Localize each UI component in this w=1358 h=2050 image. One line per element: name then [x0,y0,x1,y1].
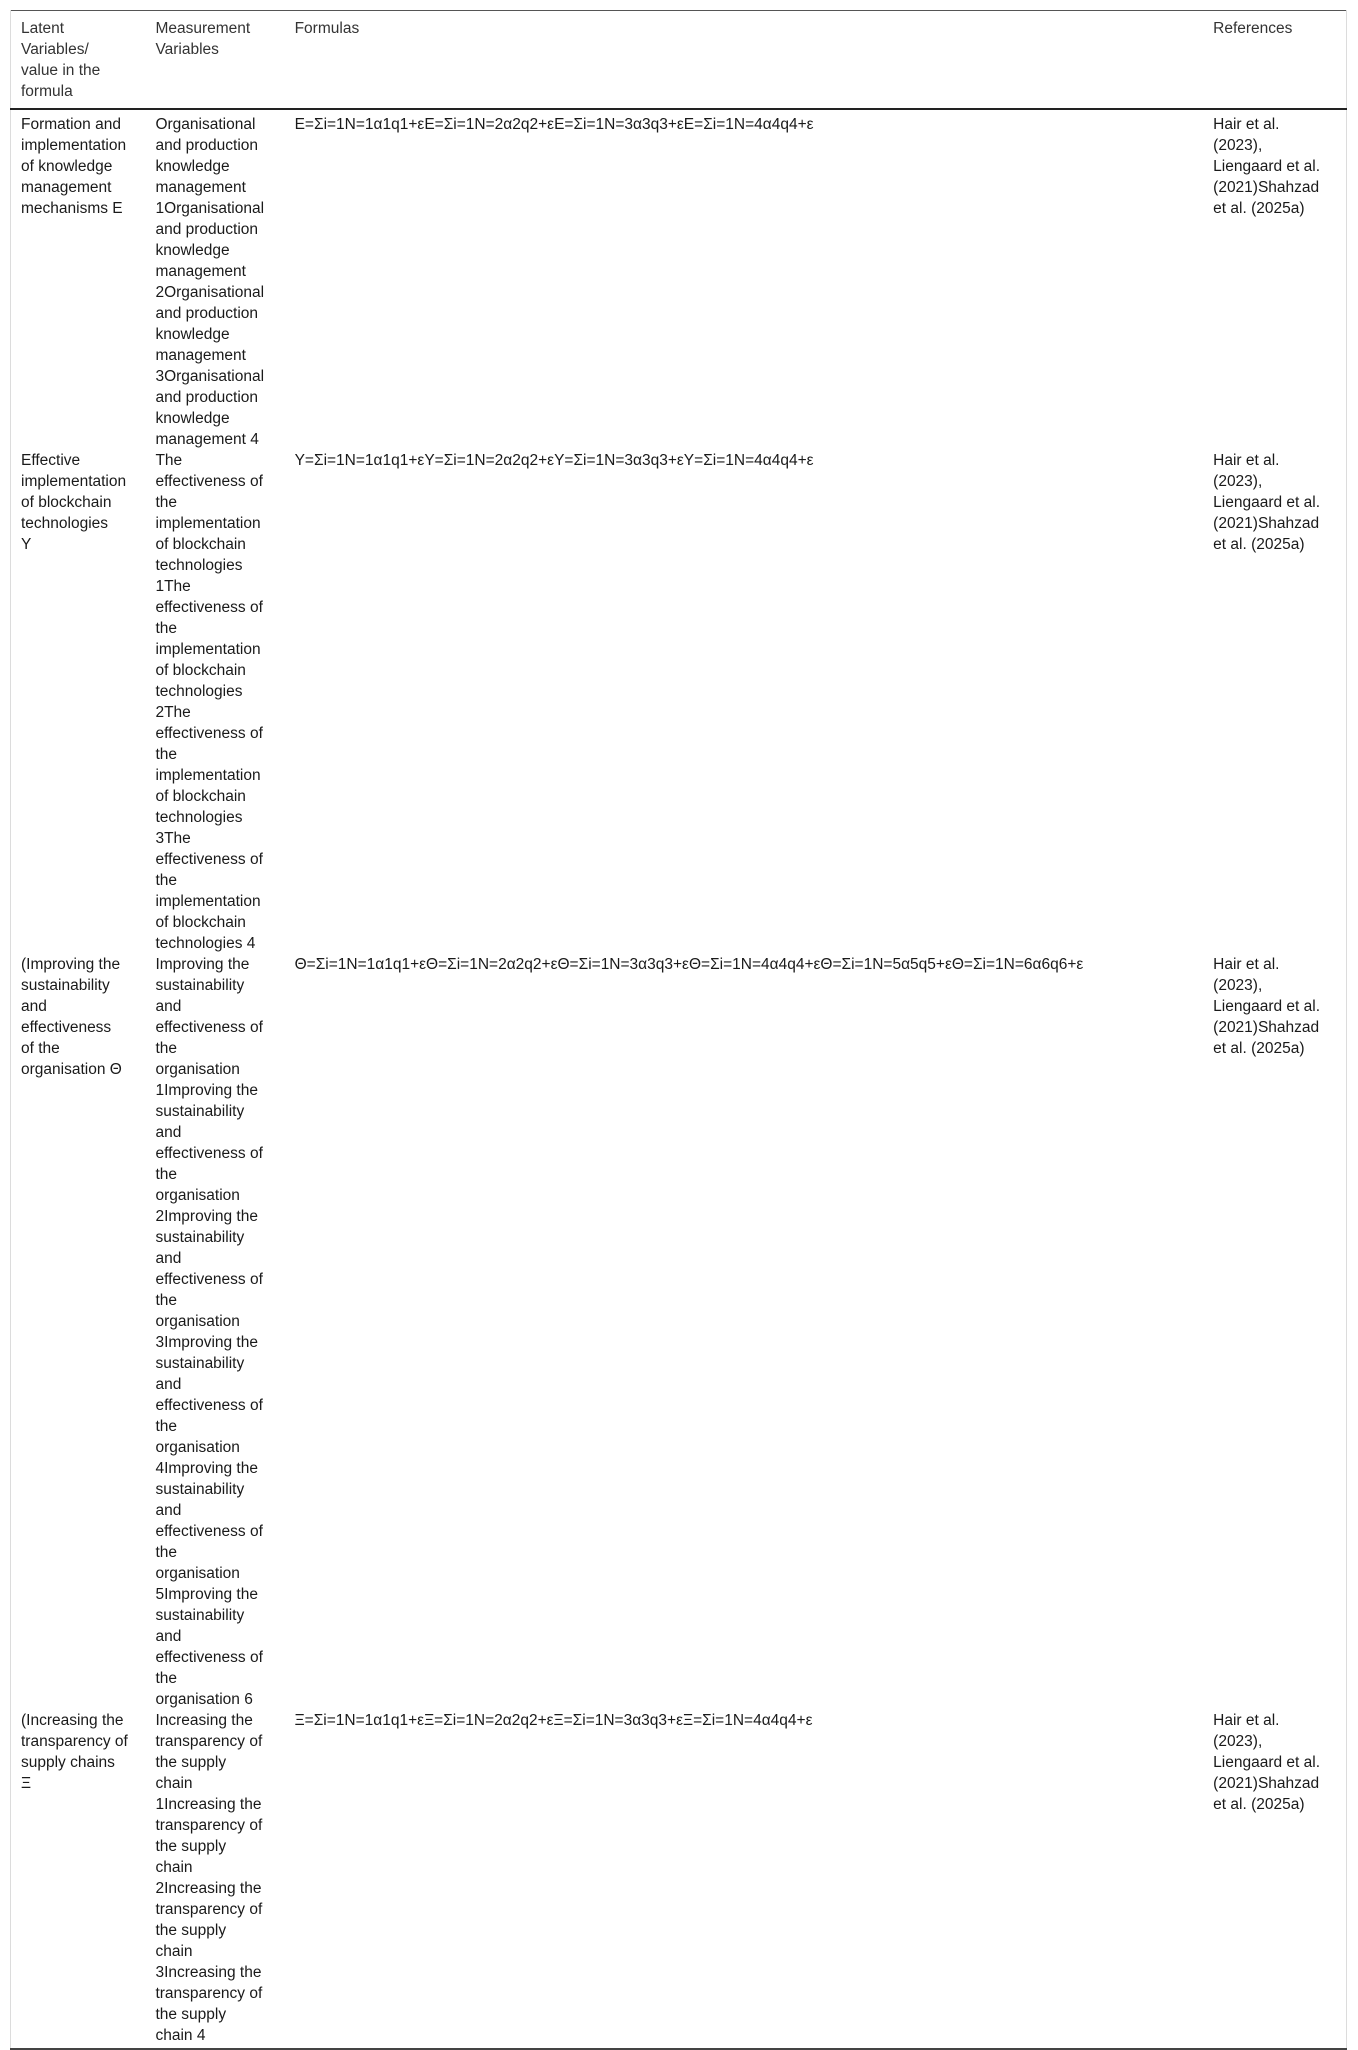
measurement-variable-cell: Increasing the transparency of the supply chain 1Increasing the transparency of the supply chain 2Increasing the transparency of the supply chain 3Increasing the transparency of the supply chain 4 [145,1710,284,2049]
table-row [11,954,1347,1710]
header-row [11,11,1347,110]
header-measurement-variables: Measurement Variables [145,11,284,110]
table-row [11,1710,1347,2049]
table-header [11,11,1347,110]
table-row [11,450,1347,954]
latent-variable-cell: (Improving the sustainability and effectiveness of the organisation Θ [11,954,146,1710]
measurement-variable-cell: Organisational and production knowledge management 1Organisational and production knowledge management 2Organisational and production knowledge management 3Organisational and production knowledge management 4 [155,116,265,448]
formula-cell: Y=Σi=1N=1α1q1+εY=Σi=1N=2α2q2+εY=Σi=1N=3α3q3+εY=Σi=1N=4α4q4+ε [294,452,814,469]
formula-cell: Θ=Σi=1N=1α1q1+εΘ=Σi=1N=2α2q2+εΘ=Σi=1N=3α3q3+εΘ=Σi=1N=4α4q4+εΘ=Σi=1N=5α5q5+εΘ=Σi=1N=6α6q6+ε [294,956,1084,973]
measurement-variable-cell: Improving the sustainability and effectiveness of the organisation 1Improving the sustainability and effectiveness of the organisation 2Improving the sustainability and effectiveness of the organisation 3Improving the sustainability and effectiveness of the organisation 4Improving the sustainability and effectiveness of the organisation 5Improving the sustainability and effectiveness of the organisation 6 [155,956,263,1708]
references-cell: Hair et al. (2023), Liengaard et al. (2021)Shahzad et al. (2025a) [1203,450,1346,954]
formula-cell: Ξ=Σi=1N=1α1q1+εΞ=Σi=1N=2α2q2+εΞ=Σi=1N=3α3q3+εΞ=Σi=1N=4α4q4+ε [285,1710,1204,2049]
table-row [11,109,1347,450]
latent-variable-cell: Formation and implementation of knowledge management mechanisms E [11,109,146,450]
latent-variable-cell: (Increasing the transparency of supply chains Ξ [11,1710,146,2049]
measurement-table [10,10,1347,2050]
references-cell: Hair et al. (2023), Liengaard et al. (2021)Shahzad et al. (2025a) [1203,109,1346,450]
table-body [11,109,1347,2049]
header-references: References [1203,11,1346,110]
latent-variable-cell: Effective implementation of blockchain technologies Y [11,450,146,954]
formula-cell: E=Σi=1N=1α1q1+εE=Σi=1N=2α2q2+εE=Σi=1N=3α3q3+εE=Σi=1N=4α4q4+ε [294,116,814,133]
references-cell: Hair et al. (2023), Liengaard et al. (2021)Shahzad et al. (2025a) [1203,1710,1346,2049]
measurement-variable-cell: The effectiveness of the implementation of blockchain technologies 1The effectiveness of the implementation of blockchain technologies 2The effectiveness of the implementation of blockchain technologies 3The effectiveness of the implementation of blockchain technologies 4 [155,452,263,952]
header-formulas: Formulas [285,11,1204,110]
table-container [10,10,1347,2050]
header-latent-variables: Latent Variables/ value in the formula [11,11,146,110]
references-cell: Hair et al. (2023), Liengaard et al. (2021)Shahzad et al. (2025a) [1203,954,1346,1710]
